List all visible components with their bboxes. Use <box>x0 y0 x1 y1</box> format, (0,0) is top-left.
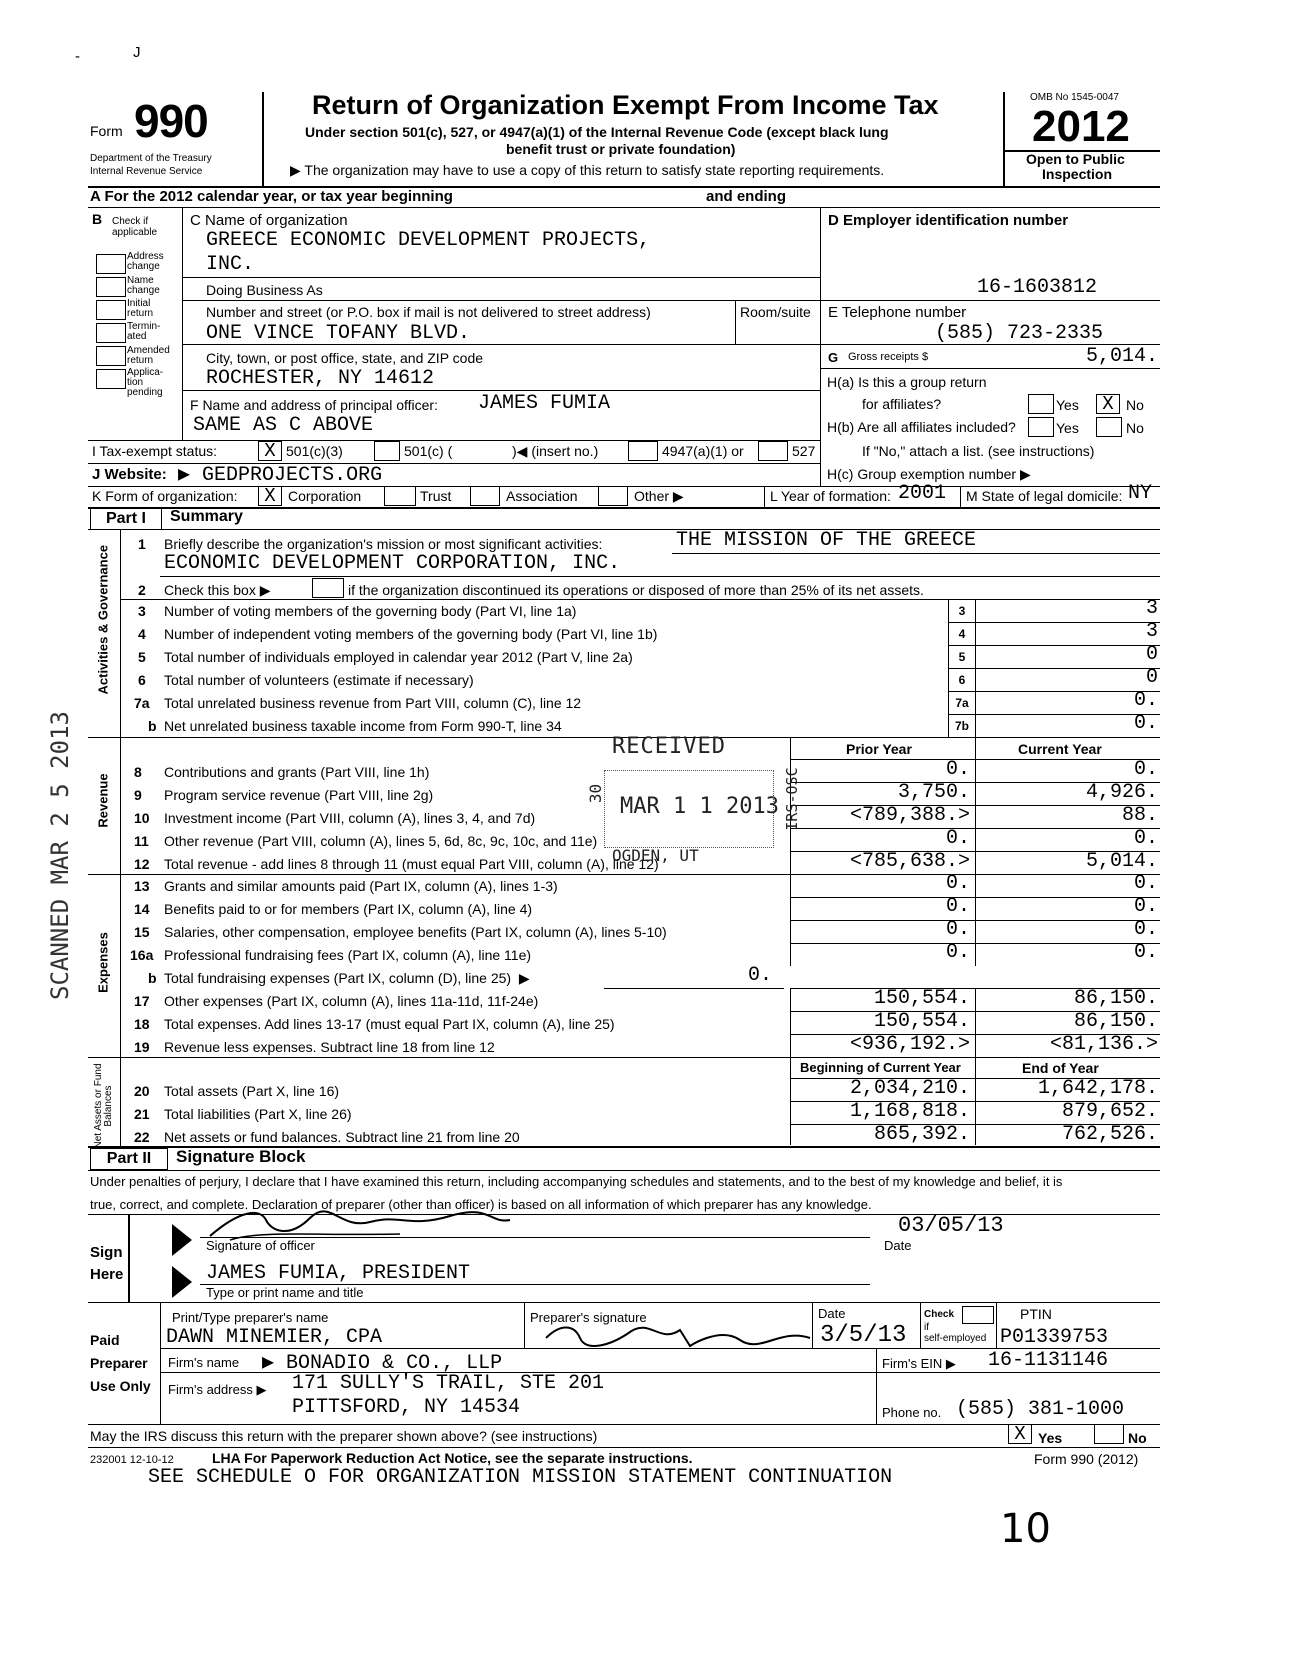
preparer-label: Preparer <box>90 1355 148 1371</box>
table-cell-current: 0. <box>1133 758 1158 781</box>
firm-address-label: Firm's address ▶ <box>168 1382 267 1397</box>
firm-address-text: Firm's address <box>168 1382 253 1397</box>
preparer-name-label: Print/Type preparer's name <box>172 1310 329 1325</box>
current-year-header: Current Year <box>1018 741 1102 757</box>
501c-label: 501(c) ( <box>404 443 453 459</box>
table-row-text: Revenue less expenses. Subtract line 18 from line 12 <box>164 1039 495 1055</box>
amended-return-checkbox[interactable] <box>96 346 126 366</box>
corporation-checkbox[interactable]: X <box>258 486 282 506</box>
table-row-text: Other revenue (Part VIII, column (A), lines 5, 6d, 8c, 9c, 10c, and 11e) <box>164 833 598 849</box>
table-row-box: 4 <box>958 627 966 641</box>
date-label: Date <box>884 1238 912 1253</box>
open-to-public: Open to Public <box>1026 151 1125 167</box>
discuss-no-label: No <box>1128 1430 1147 1446</box>
mission-line-1: THE MISSION OF THE GREECE <box>676 529 977 552</box>
stamp-code: IRS-OSC <box>783 767 801 831</box>
group-return-label: H(a) Is this a group return <box>827 374 987 390</box>
form-title: Return of Organization Exempt From Income Tax <box>312 90 939 120</box>
preparer-date: 3/5/13 <box>820 1322 907 1349</box>
check-label: Check <box>924 1309 955 1320</box>
table-row-number: 8 <box>134 764 142 780</box>
table-row-number: 19 <box>134 1039 150 1055</box>
sign-arrow-1 <box>172 1224 192 1256</box>
table-cell-current: 0. <box>1133 895 1158 918</box>
group-exemption-text: H(c) Group exemption number <box>827 466 1017 482</box>
table-row-box: 7a <box>955 696 969 710</box>
table-cell-current: 4,926. <box>1085 781 1158 804</box>
firm-name-text: BONADIO & CO., LLP <box>286 1352 503 1375</box>
part-2-title: Signature Block <box>176 1147 306 1166</box>
ptin-label: PTIN <box>1020 1306 1052 1322</box>
group-return-label-2: for affiliates? <box>862 396 942 412</box>
preparer-signature-label: Preparer's signature <box>530 1310 647 1325</box>
table-row-text: Total number of individuals employed in calendar year 2012 (Part V, line 2a) <box>164 649 633 665</box>
table-cell-prior: 0. <box>945 918 970 941</box>
trust-label: Trust <box>420 488 452 504</box>
initial-return-checkbox[interactable] <box>96 300 126 320</box>
table-cell-current: 86,150. <box>1073 987 1158 1010</box>
table-cell-prior: 0. <box>945 827 970 850</box>
inspection: Inspection <box>1042 166 1113 182</box>
mission-line-2: ECONOMIC DEVELOPMENT CORPORATION, INC. <box>164 552 621 575</box>
firm-ein-value: 16-1131146 <box>988 1349 1109 1372</box>
table-row-text: Grants and similar amounts paid (Part IX, column (A), lines 1-3) <box>164 878 558 894</box>
table-row-number: 16a <box>130 947 154 963</box>
self-employed-checkbox[interactable] <box>962 1306 994 1324</box>
527-label: 527 <box>792 443 816 459</box>
table-cell-current: 0. <box>1133 941 1158 964</box>
table-cell-current: 1,642,178. <box>1037 1077 1158 1100</box>
table-row-number: 14 <box>134 901 150 917</box>
affiliates-included-label: H(b) Are all affiliates included? <box>827 419 1016 435</box>
table-cell-current: 88. <box>1121 804 1158 827</box>
principal-officer-address: SAME AS C ABOVE <box>193 414 374 437</box>
table-row-number: b <box>148 970 157 986</box>
table-row-number: 5 <box>138 649 146 665</box>
form-subtitle-1: Under section 501(c), 527, or 4947(a)(1) of the Internal Revenue Code (except black lung <box>305 124 889 140</box>
name-change-checkbox[interactable] <box>96 277 126 297</box>
city-state-zip: ROCHESTER, NY 14612 <box>206 367 435 390</box>
table-row-number: 22 <box>134 1129 150 1145</box>
page-number: 10 <box>1000 1506 1051 1552</box>
terminated-label: Termin-ated <box>127 321 161 342</box>
part-1-badge: Part I <box>90 508 162 530</box>
form-word: Form <box>90 123 123 139</box>
table-row-value: 3 <box>1145 597 1158 620</box>
line-2-number: 2 <box>138 582 146 598</box>
other-label-text: Other <box>634 488 670 504</box>
gross-receipts-label: Gross receipts $ <box>848 351 929 363</box>
stamp-number: 30 <box>586 783 606 804</box>
table-row-text: Number of voting members of the governing body (Part VI, line 1a) <box>164 603 577 619</box>
table-cell-prior: 2,034,210. <box>849 1077 970 1100</box>
table-row-number: 20 <box>134 1083 150 1099</box>
street-address: ONE VINCE TOFANY BLVD. <box>206 322 471 345</box>
other-checkbox[interactable] <box>598 486 628 506</box>
side-label-revenue: Revenue <box>95 773 111 828</box>
address-change-label: Address change <box>127 251 164 272</box>
org-name-label: C Name of organization <box>190 212 348 229</box>
table-row-number: 15 <box>134 924 150 940</box>
state-domicile-label: M State of legal domicile: <box>966 488 1123 504</box>
stamp-place: OGDEN, UT <box>612 846 699 865</box>
corporation-label: Corporation <box>288 488 362 504</box>
org-name-line-2: INC. <box>206 253 255 276</box>
perjury-line-1: Under penalties of perjury, I declare that I have examined this return, including accompanying schedules and statements, and to the best of my knowledge and belief, it is <box>90 1174 1063 1189</box>
firm-ein-text: Firm's EIN <box>882 1356 943 1371</box>
ein-label: D Employer identification number <box>828 212 1069 229</box>
application-pending-label: Applica-tion pending <box>127 367 164 398</box>
line-2-check-label: Check this box <box>164 582 256 598</box>
principal-officer-label: F Name and address of principal officer: <box>190 397 438 413</box>
ptin-value: P01339753 <box>1000 1326 1109 1349</box>
schedule-o-note: SEE SCHEDULE O FOR ORGANIZATION MISSION STATEMENT CONTINUATION <box>148 1466 893 1489</box>
table-row-box: 7b <box>954 719 969 733</box>
side-label-net-assets: Net Assets or Fund Balances <box>93 1063 114 1149</box>
501c3-label: 501(c)(3) <box>286 443 343 459</box>
table-cell-prior: 1,168,818. <box>849 1100 970 1123</box>
line-1-text: Briefly describe the organization's mission or most significant activities: <box>164 536 603 552</box>
telephone-value: (585) 723-2335 <box>935 322 1104 345</box>
form-number: 990 <box>134 95 208 147</box>
signature-label: Signature of officer <box>206 1238 315 1253</box>
gross-receipts-value: 5,014. <box>1085 345 1158 368</box>
fundraising-text: Total fundraising expenses (Part IX, column (D), line 25) <box>164 970 512 986</box>
table-row-number: b <box>148 718 157 734</box>
tax-exempt-status-label: I Tax-exempt status: <box>92 443 218 459</box>
name-title-label: Type or print name and title <box>206 1285 364 1300</box>
table-cell-current: 0. <box>1133 827 1158 850</box>
table-row-value: 0 <box>1145 666 1158 689</box>
year-formation-label: L Year of formation: <box>770 488 891 504</box>
firm-ein-label: Firm's EIN ▶ <box>882 1356 956 1371</box>
preparer-signature <box>540 1316 820 1350</box>
side-label-expenses: Expenses <box>95 932 111 993</box>
table-row-text: Net unrelated business taxable income from Form 990-T, line 34 <box>164 718 562 734</box>
tax-year: 2012 <box>1032 102 1130 151</box>
table-cell-current: <81,136.> <box>1049 1033 1158 1056</box>
principal-officer-name: JAMES FUMIA <box>478 392 611 415</box>
prior-year-header: Prior Year <box>846 741 912 757</box>
line-1-number: 1 <box>138 536 146 552</box>
table-cell-prior: 0. <box>945 872 970 895</box>
irs-discuss-text: May the IRS discuss this return with the preparer shown above? (see instructions) <box>90 1428 598 1444</box>
table-row-number: 9 <box>134 787 142 803</box>
table-cell-prior: 3,750. <box>897 781 970 804</box>
table-row-text: Other expenses (Part IX, column (A), lines 11a-11d, 11f-24e) <box>164 993 539 1009</box>
room-suite-label: Room/suite <box>740 304 811 320</box>
stamp-date: MAR 1 1 2013 <box>620 794 779 819</box>
officer-name-title: JAMES FUMIA, PRESIDENT <box>206 1262 471 1285</box>
amended-return-label: Amended return <box>127 345 170 366</box>
firm-name-label: Firm's name <box>168 1355 240 1370</box>
affiliates-no-checkbox[interactable] <box>1096 417 1122 437</box>
table-cell-current: 762,526. <box>1061 1123 1158 1146</box>
sign-label: Sign <box>90 1244 123 1261</box>
4947-label: 4947(a)(1) or <box>662 443 744 459</box>
street-label: Number and street (or P.O. box if mail is not delivered to street address) <box>206 304 651 320</box>
gross-receipts-g: G <box>828 350 839 365</box>
line-a-label: A For the 2012 calendar year, or tax year beginning <box>90 188 453 205</box>
table-row-number: 11 <box>134 833 149 849</box>
check-if-label: Check if <box>112 216 149 227</box>
table-row-number: 3 <box>138 603 146 619</box>
address-change-checkbox[interactable] <box>96 254 126 274</box>
table-row-text: Total number of volunteers (estimate if necessary) <box>164 672 474 688</box>
table-row-text: Net assets or fund balances. Subtract line 21 from line 20 <box>164 1129 520 1145</box>
table-row-text: Total assets (Part X, line 16) <box>164 1083 340 1099</box>
table-cell-current: 0. <box>1133 918 1158 941</box>
table-row-text: Total liabilities (Part X, line 26) <box>164 1106 352 1122</box>
table-row-text: Benefits paid to or for members (Part IX, column (A), line 4) <box>164 901 533 917</box>
website-label: J Website: <box>92 466 167 483</box>
preparer-name: DAWN MINEMIER, CPA <box>166 1326 383 1349</box>
group-return-no-label: No <box>1126 397 1144 413</box>
table-row-value: 0. <box>1133 712 1158 735</box>
table-row-number: 12 <box>134 856 150 872</box>
firm-address-1: 171 SULLY'S TRAIL, STE 201 <box>292 1372 605 1395</box>
phone-label: Phone no. <box>882 1405 942 1420</box>
table-row-box: 3 <box>958 604 966 618</box>
table-cell-prior: 150,554. <box>873 1010 970 1033</box>
table-cell-prior: 0. <box>945 941 970 964</box>
state-notice-text: The organization may have to use a copy of this return to satisfy state reporting requirements. <box>304 162 885 178</box>
city-label: City, town, or post office, state, and ZIP code <box>206 350 484 366</box>
dept-treasury: Department of the Treasury <box>90 153 212 164</box>
ein-value: 16-1603812 <box>977 276 1098 299</box>
corner-mark-left: - <box>75 48 80 65</box>
website-text: GEDPROJECTS.ORG <box>202 464 383 487</box>
501c3-checkbox[interactable]: X <box>258 441 282 461</box>
shaded-cell <box>790 966 976 988</box>
dept-irs: Internal Revenue Service <box>90 166 203 177</box>
begin-year-header: Beginning of Current Year <box>800 1060 961 1075</box>
table-cell-prior: <789,388.> <box>849 804 970 827</box>
group-return-yes-label: Yes <box>1056 397 1079 413</box>
paperwork-notice: LHA For Paperwork Reduction Act Notice, see the separate instructions. <box>212 1450 693 1466</box>
use-only-label: Use Only <box>90 1378 151 1394</box>
table-row-value: 3 <box>1145 620 1158 643</box>
table-row-text: Professional fundraising fees (Part IX, column (A), line 11e) <box>164 947 532 963</box>
form-of-org-label: K Form of organization: <box>92 488 238 504</box>
officer-sign-date: 03/05/13 <box>898 1213 1004 1238</box>
scanned-stamp: SCANNED MAR 2 5 2013 <box>46 711 74 1000</box>
attach-list-note: If "No," attach a list. (see instructions) <box>862 443 1095 459</box>
table-row-text: Total fundraising expenses (Part IX, column (D), line 25) ▶ <box>164 970 530 986</box>
stamp-received: RECEIVED <box>612 734 726 759</box>
form-footer-label: Form 990 (2012) <box>1034 1451 1139 1467</box>
table-row-number: 17 <box>134 993 150 1009</box>
part-2-badge: Part II <box>90 1148 168 1170</box>
table-row-value: 0 <box>1145 643 1158 666</box>
table-row-number: 13 <box>134 878 150 894</box>
table-row-text: Salaries, other compensation, employee benefits (Part IX, column (A), lines 5-10) <box>164 924 667 940</box>
stamp-frame <box>604 770 774 848</box>
other-label: Other ▶ <box>634 488 684 504</box>
section-b-label: B <box>92 211 103 227</box>
if-label: if <box>924 1322 929 1333</box>
terminated-checkbox[interactable] <box>96 323 126 343</box>
application-pending-checkbox[interactable] <box>96 369 126 389</box>
table-row-text: Contributions and grants (Part VIII, line 1h) <box>164 764 430 780</box>
omb-number: OMB No 1545-0047 <box>1030 92 1119 103</box>
table-row-number: 7a <box>134 695 150 711</box>
table-row-text: Program service revenue (Part VIII, line 2g) <box>164 787 434 803</box>
table-cell-prior: 0. <box>945 895 970 918</box>
table-row-text: Total revenue - add lines 8 through 11 (must equal Part VIII, column (A), line 12) <box>164 856 659 872</box>
state-domicile-value: NY <box>1128 482 1153 505</box>
table-row-text: Total unrelated business revenue from Part VIII, column (C), line 12 <box>164 695 582 711</box>
year-formation-value: 2001 <box>898 482 947 505</box>
affiliates-no-label: No <box>1126 420 1144 436</box>
table-row-number: 10 <box>134 810 150 826</box>
table-row-number: 18 <box>134 1016 150 1032</box>
group-return-yes-checkbox[interactable] <box>1028 394 1054 414</box>
table-row-number: 4 <box>138 626 146 642</box>
line-2-text: Check this box ▶ <box>164 582 271 598</box>
discuss-yes-checkbox[interactable]: X <box>1008 1424 1032 1444</box>
discuss-no-checkbox[interactable] <box>1094 1424 1124 1444</box>
trust-checkbox[interactable] <box>384 486 416 506</box>
side-label-governance: Activities & Governance <box>95 544 111 695</box>
association-checkbox[interactable] <box>470 486 500 506</box>
name-change-label: Name change <box>127 275 160 296</box>
discontinued-checkbox[interactable] <box>312 578 344 598</box>
table-cell-prior: 0. <box>945 758 970 781</box>
table-row-box: 5 <box>958 650 966 664</box>
line-a-ending: and ending <box>706 188 786 205</box>
line-2-text-2: if the organization discontinued its operations or disposed of more than 25% of its net assets. <box>348 582 924 598</box>
table-cell-current: 86,150. <box>1073 1010 1158 1033</box>
firm-name: ▶ BONADIO & CO., LLP <box>262 1352 503 1375</box>
table-row-value: 0. <box>1133 689 1158 712</box>
applicable-label: applicable <box>112 227 158 238</box>
preparer-date-label: Date <box>818 1306 846 1321</box>
table-row-number: 21 <box>134 1106 150 1122</box>
table-row-text: Total expenses. Add lines 13-17 (must equal Part IX, column (A), line 25) <box>164 1016 615 1032</box>
corner-mark-right: J <box>133 44 141 61</box>
form-code: 232001 12-10-12 <box>90 1454 174 1466</box>
table-cell-prior: <785,638.> <box>849 850 970 873</box>
website-value: ▶ GEDPROJECTS.ORG <box>178 464 383 487</box>
paid-label: Paid <box>90 1332 120 1348</box>
telephone-label: E Telephone number <box>828 304 967 321</box>
initial-return-label: Initial return <box>127 298 154 319</box>
org-name-line-1: GREECE ECONOMIC DEVELOPMENT PROJECTS, <box>206 229 651 252</box>
firm-phone: (585) 381-1000 <box>956 1398 1125 1421</box>
perjury-line-2: true, correct, and complete. Declaration of preparer (other than officer) is based on all information of which preparer has any knowledge. <box>90 1197 872 1212</box>
table-cell-prior: 150,554. <box>873 987 970 1010</box>
affiliates-yes-label: Yes <box>1056 420 1079 436</box>
firm-address-2: PITTSFORD, NY 14534 <box>292 1396 521 1419</box>
table-cell-current: 5,014. <box>1085 850 1158 873</box>
table-cell-prior: <936,192.> <box>849 1033 970 1056</box>
part-1-title: Summary <box>170 508 243 525</box>
table-row-box: 6 <box>958 673 966 687</box>
association-label: Association <box>506 488 578 504</box>
fundraising-value: 0. <box>748 964 773 987</box>
insert-no-label: )◀ (insert no.) <box>512 443 599 459</box>
discuss-yes-label: Yes <box>1038 1430 1063 1446</box>
end-year-header: End of Year <box>1022 1060 1099 1076</box>
here-label: Here <box>90 1266 124 1283</box>
501c-checkbox[interactable] <box>374 441 400 461</box>
4947-checkbox[interactable] <box>628 441 658 461</box>
group-exemption-label: H(c) Group exemption number ▶ <box>827 466 1031 482</box>
sign-arrow-2 <box>172 1266 192 1298</box>
dba-label: Doing Business As <box>206 282 323 298</box>
table-cell-prior: 865,392. <box>873 1123 970 1146</box>
group-return-no-checkbox[interactable]: X <box>1096 394 1120 414</box>
state-notice: ▶ The organization may have to use a copy of this return to satisfy state reporting requirements. <box>290 162 885 178</box>
table-row-text: Investment income (Part VIII, column (A), lines 3, 4, and 7d) <box>164 810 536 826</box>
form-subtitle-2: benefit trust or private foundation) <box>506 141 736 157</box>
table-cell-current: 879,652. <box>1061 1100 1158 1123</box>
table-row-number: 6 <box>138 672 146 688</box>
affiliates-yes-checkbox[interactable] <box>1028 417 1054 437</box>
table-cell-current: 0. <box>1133 872 1158 895</box>
table-row-text: Number of independent voting members of the governing body (Part VI, line 1b) <box>164 626 658 642</box>
self-employed-label: self-employed <box>924 1333 987 1344</box>
527-checkbox[interactable] <box>758 441 788 461</box>
